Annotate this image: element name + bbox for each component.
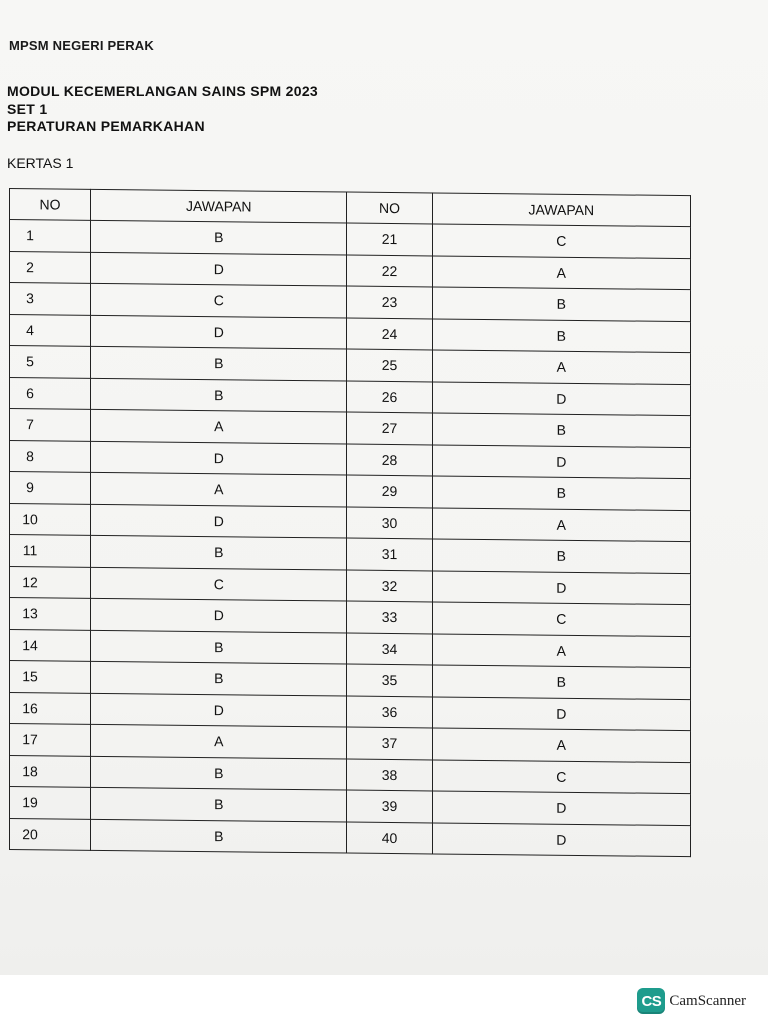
question-number-right: 28 xyxy=(347,444,432,476)
question-number-left: 4 xyxy=(10,314,91,346)
answer-left: B xyxy=(91,378,347,412)
answer-right: B xyxy=(432,287,690,321)
answer-right: B xyxy=(432,665,690,699)
answer-left: D xyxy=(91,252,347,286)
question-number-right: 30 xyxy=(347,507,432,539)
set-label: SET 1 xyxy=(7,101,48,117)
question-number-left: 18 xyxy=(10,755,91,787)
answer-left: A xyxy=(91,724,347,758)
answer-right: A xyxy=(432,507,690,541)
question-number-right: 27 xyxy=(347,412,432,444)
question-number-right: 29 xyxy=(347,475,432,507)
question-number-left: 10 xyxy=(10,503,91,535)
answer-left: A xyxy=(91,409,347,443)
answer-left: D xyxy=(91,693,347,727)
answer-right: D xyxy=(432,696,690,730)
question-number-left: 7 xyxy=(10,409,91,441)
answer-left: B xyxy=(91,346,347,380)
answer-left: A xyxy=(91,472,347,506)
question-number-left: 2 xyxy=(10,251,91,283)
question-number-left: 3 xyxy=(10,283,91,315)
answer-key-table xyxy=(9,188,691,857)
answer-left: B xyxy=(91,787,347,821)
organization-name: MPSM NEGERI PERAK xyxy=(9,38,154,53)
question-number-left: 5 xyxy=(10,346,91,378)
answer-right: D xyxy=(432,822,690,856)
question-number-right: 33 xyxy=(347,601,432,633)
question-number-right: 25 xyxy=(347,349,432,381)
question-number-right: 21 xyxy=(347,223,432,255)
question-number-left: 19 xyxy=(10,787,91,819)
answer-right: C xyxy=(432,759,690,793)
answer-left: C xyxy=(91,567,347,601)
question-number-right: 36 xyxy=(347,696,432,728)
question-number-right: 23 xyxy=(347,286,432,318)
question-number-left: 11 xyxy=(10,535,91,567)
answer-right: B xyxy=(432,413,690,447)
question-number-left: 12 xyxy=(10,566,91,598)
question-number-right: 22 xyxy=(347,255,432,287)
answer-left: D xyxy=(91,504,347,538)
table-row xyxy=(10,818,691,857)
question-number-right: 24 xyxy=(347,318,432,350)
answer-left: B xyxy=(91,630,347,664)
answer-right: D xyxy=(432,570,690,604)
answer-right: B xyxy=(432,539,690,573)
question-number-right: 31 xyxy=(347,538,432,570)
header-no-left: NO xyxy=(10,189,91,221)
answer-right: A xyxy=(432,350,690,384)
header-no-right: NO xyxy=(347,192,432,224)
camscanner-watermark xyxy=(637,988,746,1014)
question-number-right: 40 xyxy=(347,822,432,854)
question-number-right: 39 xyxy=(347,790,432,822)
question-number-left: 16 xyxy=(10,692,91,724)
document-title: MODUL KECEMERLANGAN SAINS SPM 2023 xyxy=(7,83,318,99)
header-answer-left: JAWAPAN xyxy=(91,189,347,223)
question-number-right: 32 xyxy=(347,570,432,602)
camscanner-text: CamScanner xyxy=(669,992,746,1009)
marking-scheme-label: PERATURAN PEMARKAHAN xyxy=(7,118,205,134)
paper-label: KERTAS 1 xyxy=(7,155,74,171)
question-number-left: 13 xyxy=(10,598,91,630)
answer-right: B xyxy=(432,476,690,510)
answer-left: C xyxy=(91,283,347,317)
question-number-right: 37 xyxy=(347,727,432,759)
answer-left: D xyxy=(91,315,347,349)
answer-rows xyxy=(10,220,691,857)
answer-right: D xyxy=(432,444,690,478)
answer-left: B xyxy=(91,756,347,790)
question-number-right: 34 xyxy=(347,633,432,665)
answer-left: B xyxy=(91,535,347,569)
question-number-left: 17 xyxy=(10,724,91,756)
answer-left: B xyxy=(91,819,347,853)
question-number-right: 26 xyxy=(347,381,432,413)
answer-right: C xyxy=(432,602,690,636)
question-number-right: 35 xyxy=(347,664,432,696)
camscanner-logo-icon: CS xyxy=(637,988,665,1014)
question-number-left: 9 xyxy=(10,472,91,504)
question-number-left: 8 xyxy=(10,440,91,472)
answer-right: A xyxy=(432,728,690,762)
answer-right: A xyxy=(432,633,690,667)
header-answer-right: JAWAPAN xyxy=(432,193,690,227)
question-number-left: 20 xyxy=(10,818,91,850)
answer-right: D xyxy=(432,791,690,825)
question-number-left: 6 xyxy=(10,377,91,409)
answer-right: B xyxy=(432,318,690,352)
answer-left: D xyxy=(91,441,347,475)
question-number-left: 1 xyxy=(10,220,91,252)
question-number-left: 14 xyxy=(10,629,91,661)
answer-left: B xyxy=(91,661,347,695)
answer-right: D xyxy=(432,381,690,415)
answer-right: A xyxy=(432,255,690,289)
answer-left: D xyxy=(91,598,347,632)
answer-right: C xyxy=(432,224,690,258)
question-number-right: 38 xyxy=(347,759,432,791)
answer-left: B xyxy=(91,220,347,254)
question-number-left: 15 xyxy=(10,661,91,693)
